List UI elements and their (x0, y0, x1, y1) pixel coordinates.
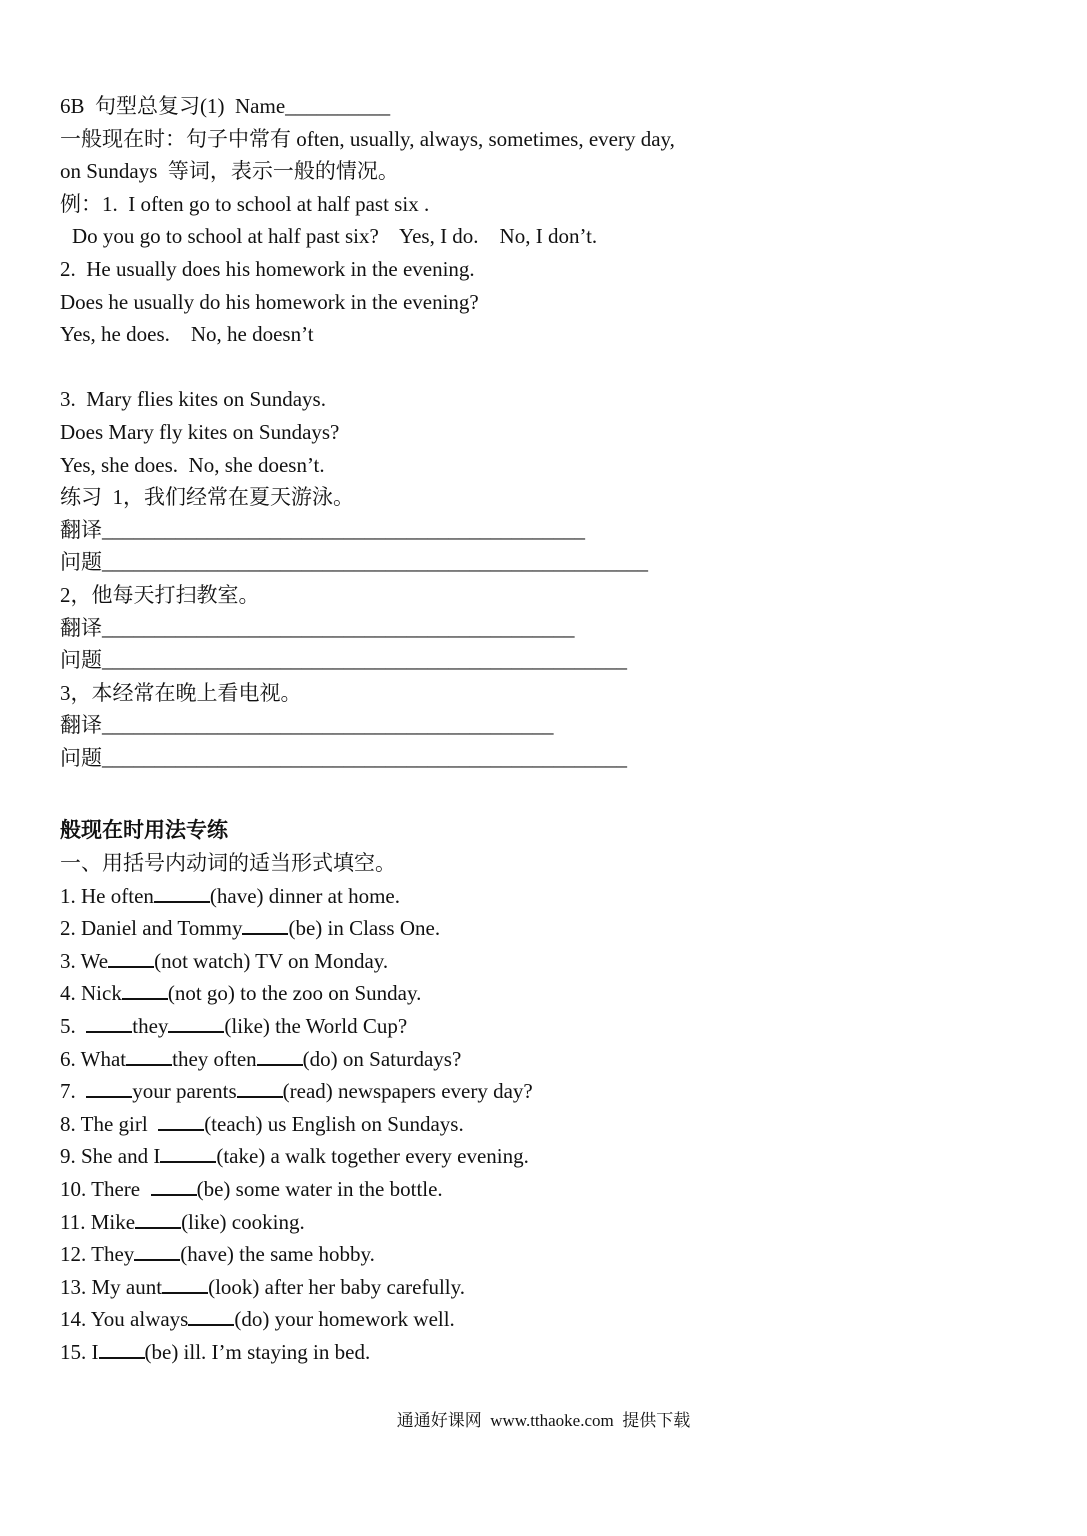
exercise-item-5: 5. they (like) the World Cup? (60, 1014, 408, 1039)
answer-blank[interactable] (126, 1046, 172, 1066)
intro-line-2: on Sundays 等词，表示一般的情况。 (60, 159, 399, 184)
section-instruction: 一、用括号内动词的适当形式填空。 (60, 851, 396, 876)
section-heading: 般现在时用法专练 (60, 818, 228, 843)
exercise-item-11: 11. Mike (like) cooking. (60, 1209, 305, 1234)
answer-blank[interactable] (257, 1046, 303, 1066)
answer-blank[interactable] (99, 1339, 145, 1359)
answer-blank[interactable] (158, 1111, 204, 1131)
answer-blank[interactable] (160, 1143, 216, 1163)
answer-blank[interactable] (154, 883, 210, 903)
answer-blank[interactable] (151, 1176, 197, 1196)
practice-2-question-line[interactable]: 问题__________________________________________________ (60, 648, 627, 673)
example-3-statement: 3. Mary flies kites on Sundays. (60, 387, 326, 412)
example-3-answers: Yes, she does. No, she doesn’t. (60, 452, 325, 477)
worksheet-title: 6B 句型总复习(1) Name__________ (60, 94, 391, 118)
practice-2-translate-line[interactable]: 翻译_____________________________________________ (60, 615, 575, 640)
exercise-item-1: 1. He often (have) dinner at home. (60, 883, 400, 908)
exercise-item-15: 15. I (be) ill. I’m staying in bed. (60, 1339, 371, 1364)
exercise-item-9: 9. She and I (take) a walk together every evening. (60, 1144, 529, 1169)
practice-2-prompt: 2，他每天打扫教室。 (60, 582, 260, 607)
practice-1-question-line[interactable]: 问题____________________________________________________ (60, 550, 648, 575)
exercise-item-4: 4. Nick (not go) to the zoo on Sunday. (60, 981, 422, 1006)
practice-3-question-line[interactable]: 问题__________________________________________________ (60, 745, 627, 770)
spacer (60, 774, 1040, 814)
example-2-question: Does he usually do his homework in the evening? (60, 289, 479, 314)
answer-blank[interactable] (86, 1013, 132, 1033)
answer-blank[interactable] (162, 1274, 208, 1294)
practice-1-prompt: 练习 1，我们经常在夏天游泳。 (60, 485, 354, 510)
intro-line-1: 一般现在时：句子中常有 often, usually, always, sometimes, every day, (60, 126, 675, 151)
exercise-item-14: 14. You always (do) your homework well. (60, 1307, 455, 1332)
practice-3-prompt: 3，本经常在晚上看电视。 (60, 680, 302, 705)
answer-blank[interactable] (122, 980, 168, 1000)
exercise-item-2: 2. Daniel and Tommy (be) in Class One. (60, 916, 441, 941)
answer-blank[interactable] (135, 1209, 181, 1229)
spacer (60, 351, 1040, 384)
exercise-item-3: 3. We (not watch) TV on Monday. (60, 948, 389, 973)
footer-credit: 通通好课网 www.tthaoke.com 提供下载 (396, 1411, 691, 1430)
answer-blank[interactable] (108, 948, 154, 968)
example-2-statement: 2. He usually does his homework in the evening. (60, 256, 475, 281)
practice-3-translate-line[interactable]: 翻译___________________________________________ (60, 713, 554, 738)
exercise-item-12: 12. They (have) the same hobby. (60, 1242, 375, 1267)
exercise-item-13: 13. My aunt (look) after her baby carefully. (60, 1274, 465, 1299)
exercise-item-6: 6. What they often (do) on Saturdays? (60, 1046, 462, 1071)
practice-1-translate-line[interactable]: 翻译______________________________________________ (60, 517, 585, 542)
example-1-question: Do you go to school at half past six? Yes, I do. No, I don’t. (72, 224, 598, 249)
answer-blank[interactable] (86, 1078, 132, 1098)
exercise-item-8: 8. The girl (teach) us English on Sundays. (60, 1111, 464, 1136)
answer-blank[interactable] (237, 1078, 283, 1098)
worksheet-page (60, 90, 1040, 1369)
answer-blank[interactable] (168, 1013, 224, 1033)
answer-blank[interactable] (242, 915, 288, 935)
example-1-statement: 例：1. I often go to school at half past six . (60, 191, 430, 216)
example-2-answers: Yes, he does. No, he doesn’t (60, 322, 314, 347)
answer-blank[interactable] (134, 1241, 180, 1261)
example-3-question: Does Mary fly kites on Sundays? (60, 419, 340, 444)
answer-blank[interactable] (188, 1306, 234, 1326)
exercise-item-7: 7. your parents (read) newspapers every day? (60, 1079, 533, 1104)
exercise-item-10: 10. There (be) some water in the bottle. (60, 1177, 443, 1201)
